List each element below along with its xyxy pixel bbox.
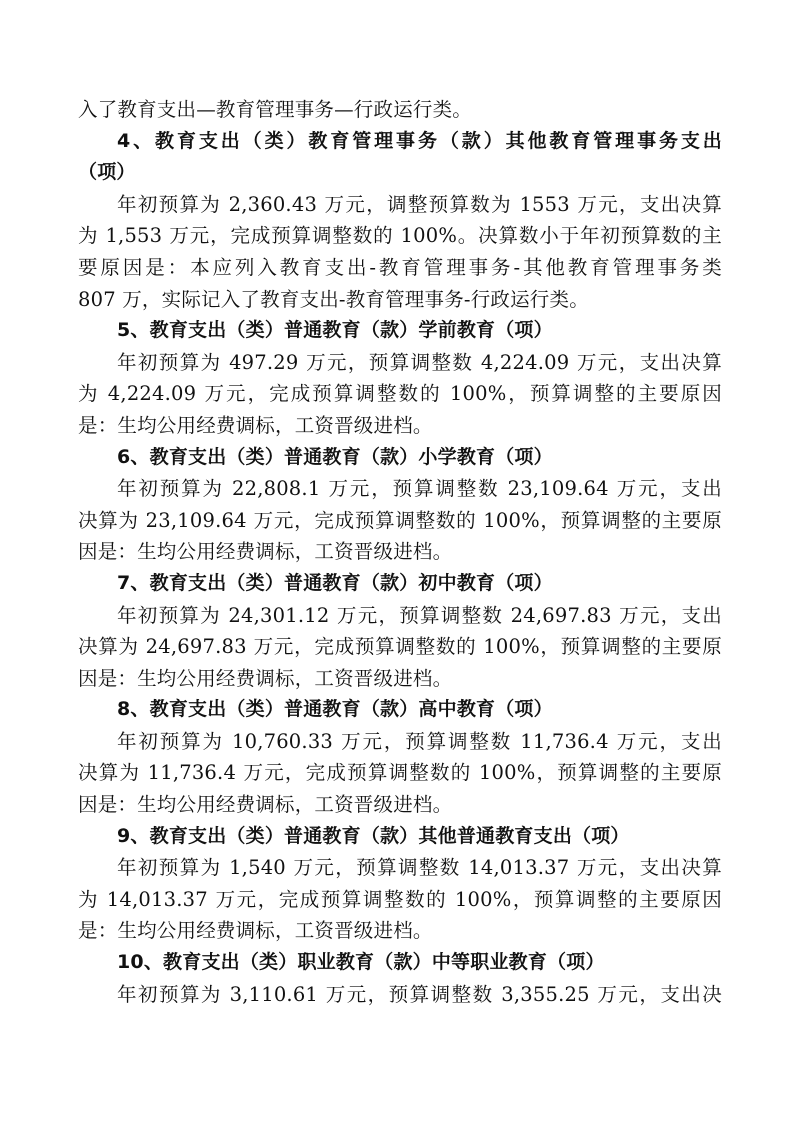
- section-heading-continued: （项）: [78, 161, 136, 184]
- paragraph-line: 为 14,013.37 万元，完成预算调整数的 100%，预算调整的主要原因: [78, 887, 722, 911]
- paragraph-line: 年初预算为 2,360.43 万元，调整预算数为 1553 万元，支出决算: [117, 192, 722, 216]
- section-heading: 10、教育支出（类）职业教育（款）中等职业教育（项）: [117, 951, 605, 974]
- paragraph-line: 年初预算为 22,808.1 万元，预算调整数 23,109.64 万元，支出: [117, 477, 722, 501]
- paragraph-line: 年初预算为 10,760.33 万元，预算调整数 11,736.4 万元，支出: [117, 729, 722, 753]
- section-heading: 7、教育支出（类）普通教育（款）初中教育（项）: [117, 571, 553, 594]
- paragraph-line: 决算为 24,697.83 万元，完成预算调整数的 100%，预算调整的主要原: [78, 635, 722, 659]
- paragraph-line: 为 1,553 万元，完成预算调整数的 100%。决算数小于年初预算数的主: [78, 224, 722, 248]
- section-heading: 8、教育支出（类）普通教育（款）高中教育（项）: [117, 698, 553, 721]
- paragraph-line: 807 万，实际记入了教育支出-教育管理事务-行政运行类。: [78, 287, 589, 311]
- section-heading: 5、教育支出（类）普通教育（款）学前教育（项）: [117, 319, 553, 342]
- paragraph-line: 为 4,224.09 万元，完成预算调整数的 100%，预算调整的主要原因: [78, 382, 722, 406]
- paragraph-line: 入了教育支出—教育管理事务—行政运行类。: [78, 98, 473, 121]
- paragraph-line: 是：生均公用经费调标，工资晋级进档。: [78, 919, 433, 943]
- paragraph-line: 决算为 11,736.4 万元，完成预算调整数的 100%，预算调整的主要原: [78, 761, 722, 785]
- section-heading: 9、教育支出（类）普通教育（款）其他普通教育支出（项）: [117, 824, 630, 847]
- paragraph-line: 因是：生均公用经费调标，工资晋级进档。: [78, 540, 453, 564]
- paragraph-line: 决算为 23,109.64 万元，完成预算调整数的 100%，预算调整的主要原: [78, 508, 722, 532]
- section-heading: 4、教育支出（类）教育管理事务（款）其他教育管理事务支出: [117, 129, 722, 152]
- paragraph-line: 是：生均公用经费调标，工资晋级进档。: [78, 413, 433, 437]
- paragraph-line: 年初预算为 3,110.61 万元，预算调整数 3,355.25 万元，支出决: [117, 982, 722, 1006]
- paragraph-line: 要原因是：本应列入教育支出-教育管理事务-其他教育管理事务类: [78, 255, 722, 279]
- document-body: [78, 94, 722, 1010]
- paragraph-line: 年初预算为 1,540 万元，预算调整数 14,013.37 万元，支出决算: [117, 856, 722, 880]
- section-heading: 6、教育支出（类）普通教育（款）小学教育（项）: [117, 445, 553, 468]
- paragraph-line: 因是：生均公用经费调标，工资晋级进档。: [78, 666, 453, 690]
- paragraph-line: 年初预算为 497.29 万元，预算调整数 4,224.09 万元，支出决算: [117, 350, 722, 374]
- paragraph-line: 年初预算为 24,301.12 万元，预算调整数 24,697.83 万元，支出: [117, 603, 722, 627]
- paragraph-line: 因是：生均公用经费调标，工资晋级进档。: [78, 793, 453, 817]
